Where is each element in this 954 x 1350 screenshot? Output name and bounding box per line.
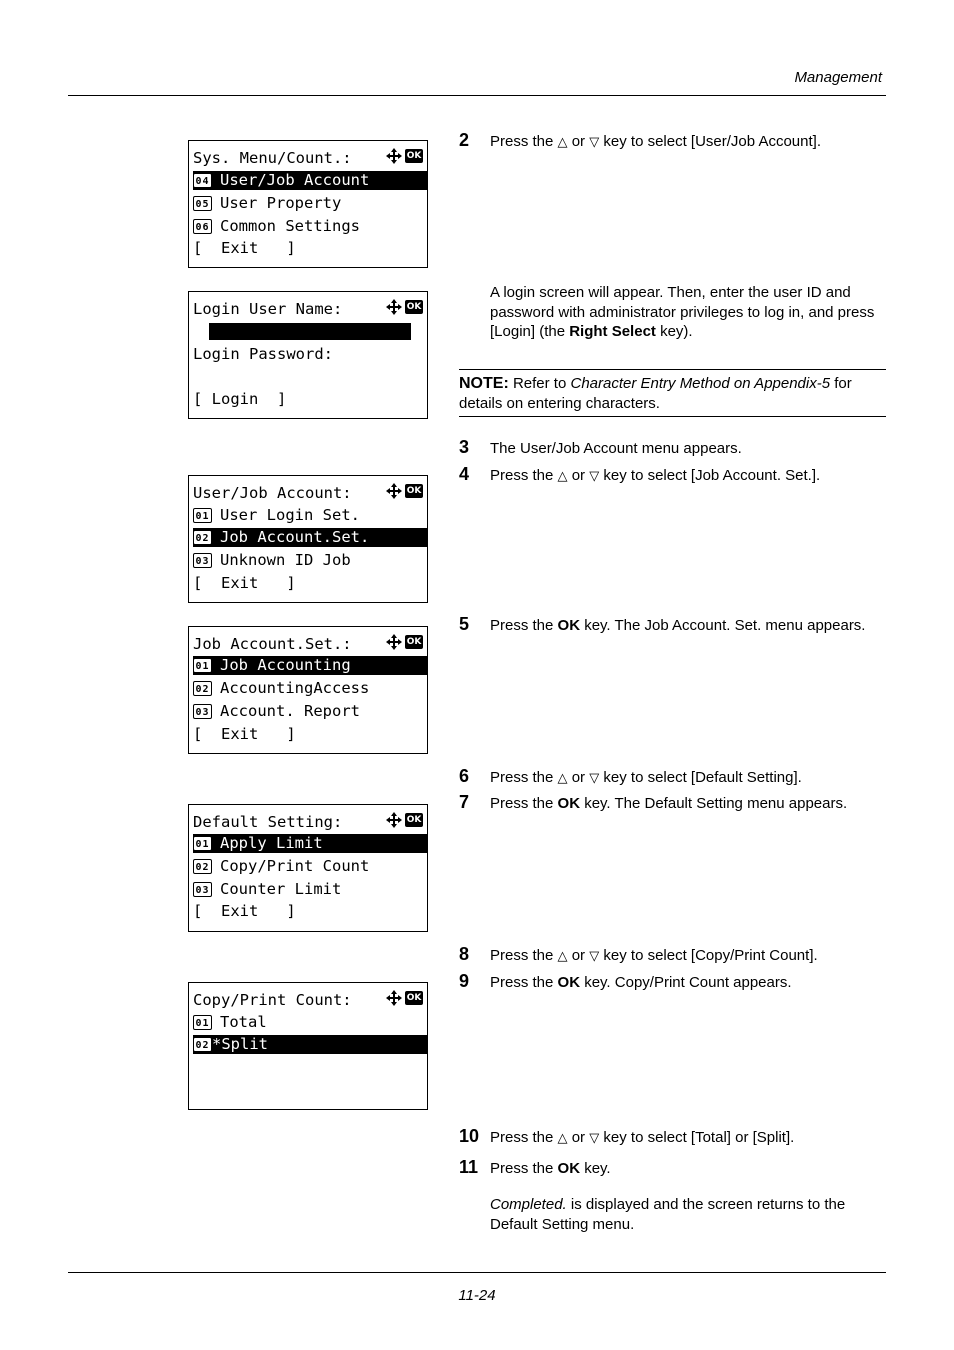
row-label: Job Account.Set.: [220, 528, 370, 546]
header-rule: [68, 95, 886, 96]
row-label: AccountingAccess: [220, 679, 370, 697]
lcd-softkey: [ Exit ]: [193, 902, 296, 920]
lcd-menu-row: [193, 171, 427, 190]
cross-keys-icon: [385, 147, 403, 165]
lcd-softkey: [ Exit ]: [193, 725, 296, 743]
lcd-menu-row: [193, 506, 427, 525]
down-key-icon: ▽: [589, 948, 600, 963]
lcd-menu-row: [193, 880, 427, 899]
lcd-menu-row: [193, 217, 427, 236]
row-label: *Split: [212, 1035, 268, 1053]
row-number: 04: [193, 173, 212, 188]
row-label: User/Job Account: [220, 171, 370, 189]
step-text: Press the OK key. The Default Setting menu appears.: [490, 795, 848, 812]
row-number: 01: [193, 1015, 212, 1030]
lcd-menu-row: [193, 551, 427, 570]
row-number: 01: [193, 658, 212, 673]
cross-keys-icon: [385, 482, 403, 500]
ok-key-icon: OK: [406, 486, 422, 496]
lcd-title: User/Job Account:: [193, 484, 352, 502]
row-label: Account. Report: [220, 702, 360, 720]
row-label: Common Settings: [220, 217, 360, 235]
lcd-label: Login Password:: [193, 345, 333, 363]
lcd-screen-default-setting: [188, 804, 428, 932]
lcd-icons: [385, 298, 423, 316]
ok-key-icon: OK: [406, 637, 422, 647]
step-number: 10: [459, 1126, 480, 1146]
lcd-title: Login User Name:: [193, 300, 343, 318]
lcd-menu-row: [193, 528, 427, 547]
note-label: NOTE:: [459, 375, 509, 392]
lcd-title: Job Account.Set.:: [193, 635, 352, 653]
row-label: Copy/Print Count: [220, 857, 370, 875]
lcd-icons: [385, 633, 423, 651]
lcd-softkey: [ Login ]: [193, 390, 287, 408]
cross-keys-icon: [385, 298, 403, 316]
row-number: 02: [193, 1037, 212, 1052]
lcd-softkey: [ Exit ]: [193, 239, 296, 257]
lcd-menu-row: [193, 834, 427, 853]
step-text: The User/Job Account menu appears.: [490, 440, 742, 457]
lcd-screen-login: [188, 291, 428, 419]
lcd-menu-row: [193, 702, 427, 721]
lcd-menu-row: [193, 1035, 427, 1054]
up-key-icon: △: [557, 1130, 568, 1145]
up-key-icon: △: [557, 468, 568, 483]
lcd-title: Default Setting:: [193, 813, 343, 831]
lcd-menu-row: [193, 194, 427, 213]
step-text: Press the △ or ▽ key to select [Copy/Print Count].: [490, 947, 818, 964]
step-text: Press the OK key. Copy/Print Count appears.: [490, 974, 792, 991]
step-number: 4: [459, 464, 470, 484]
step-text: Press the △ or ▽ key to select [User/Job Account].: [490, 133, 821, 150]
lcd-screen-job-account-set: [188, 626, 428, 754]
lcd-menu-row: [193, 656, 427, 675]
step-number: 11: [459, 1157, 479, 1177]
row-number: 01: [193, 836, 212, 851]
down-key-icon: ▽: [589, 134, 600, 149]
step-text: Press the OK key.: [490, 1160, 611, 1177]
header-title: Management: [794, 69, 882, 86]
lcd-title: Copy/Print Count:: [193, 991, 352, 1009]
row-number: 02: [193, 681, 212, 696]
lcd-screen-user-job-account: [188, 475, 428, 603]
up-key-icon: △: [557, 770, 568, 785]
ok-key-icon: OK: [406, 993, 422, 1003]
row-label: User Login Set.: [220, 506, 360, 524]
lcd-title: Sys. Menu/Count.:: [193, 149, 352, 167]
row-number: 01: [193, 508, 212, 523]
step-number: 3: [459, 437, 470, 457]
lcd-menu-row: [193, 1013, 427, 1032]
down-key-icon: ▽: [589, 770, 600, 785]
step-number: 2: [459, 130, 470, 150]
step-number: 7: [459, 792, 470, 812]
row-label: Total: [220, 1013, 267, 1031]
ok-key-icon: OK: [406, 815, 422, 825]
row-number: 05: [193, 196, 212, 211]
lcd-softkey: [ Exit ]: [193, 574, 296, 592]
down-key-icon: ▽: [589, 468, 600, 483]
lcd-menu-row: [193, 857, 427, 876]
step-number: 8: [459, 944, 470, 964]
page-number: 11-24: [458, 1287, 496, 1304]
lcd-icons: [385, 811, 423, 829]
step-number: 9: [459, 971, 470, 991]
row-label: Counter Limit: [220, 880, 342, 898]
up-key-icon: △: [557, 948, 568, 963]
row-label: User Property: [220, 194, 342, 212]
row-label: Apply Limit: [220, 834, 323, 852]
cross-keys-icon: [385, 633, 403, 651]
lcd-icons: [385, 989, 423, 1007]
step-number: 5: [459, 614, 470, 634]
cross-keys-icon: [385, 811, 403, 829]
step-text: Press the OK key. The Job Account. Set. menu appears.: [490, 617, 866, 634]
step-number: 6: [459, 766, 470, 786]
step-text: Press the △ or ▽ key to select [Default Setting].: [490, 769, 802, 786]
note-box: NOTE: Refer to Character Entry Method on Appendix-5 for details on entering characters.: [459, 369, 886, 417]
step-text: Press the △ or ▽ key to select [Job Account. Set.].: [490, 467, 821, 484]
user-name-field: [209, 323, 411, 340]
row-number: 02: [193, 859, 212, 874]
row-label: Job Accounting: [220, 656, 351, 674]
appendix-reference: Character Entry Method on Appendix-5: [570, 375, 831, 392]
row-number: 03: [193, 882, 212, 897]
lcd-icons: [385, 147, 423, 165]
completion-text: Completed. is displayed and the screen returns to the Default Setting menu.: [490, 1196, 846, 1233]
login-instructions: A login screen will appear. Then, enter the user ID and password with administrator privileges to log in, and press [Login] (the Right Select key).: [490, 284, 875, 340]
row-number: 03: [193, 704, 212, 719]
lcd-icons: [385, 482, 423, 500]
row-number: 06: [193, 219, 212, 234]
lcd-screen-copy-print-count: [188, 982, 428, 1110]
up-key-icon: △: [557, 134, 568, 149]
lcd-menu-row: [193, 679, 427, 698]
down-key-icon: ▽: [589, 1130, 600, 1145]
ok-key-icon: OK: [406, 302, 422, 312]
lcd-screen-sys-menu: [188, 140, 428, 268]
cross-keys-icon: [385, 989, 403, 1007]
row-number: 02: [193, 530, 212, 545]
footer-rule: [68, 1272, 886, 1273]
row-label: Unknown ID Job: [220, 551, 351, 569]
ok-key-icon: OK: [406, 151, 422, 161]
step-text: Press the △ or ▽ key to select [Total] or [Split].: [490, 1129, 795, 1146]
row-number: 03: [193, 553, 212, 568]
